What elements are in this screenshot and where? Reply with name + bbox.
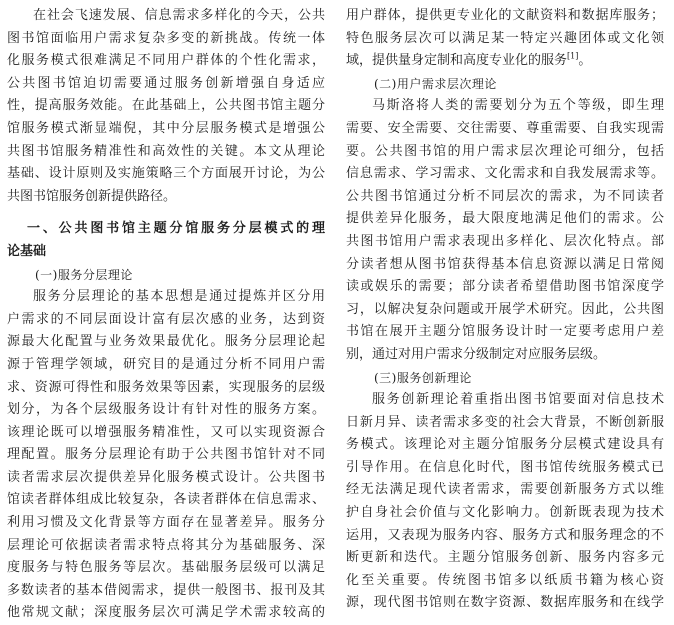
line-text: 论基础 bbox=[7, 243, 47, 259]
line-text: 图书馆面临用户需求复杂多变的新挑战。传统一体 bbox=[7, 30, 325, 46]
line-text: 引导作用。在信息化时代，图书馆传统服务模式已 bbox=[346, 459, 664, 475]
line-text: 读或娱乐的需要；部分读者希望借助图书馆深度学 bbox=[346, 279, 664, 295]
text-line bbox=[346, 118, 664, 141]
text-line bbox=[346, 570, 664, 593]
text-line bbox=[346, 276, 664, 299]
line-text: 公共图书馆迫切需要通过服务创新增强自身适应 bbox=[7, 75, 325, 91]
text-line bbox=[346, 592, 664, 615]
text-line bbox=[7, 309, 325, 332]
line-text: 要。公共图书馆的用户需求层次理论可细分，包括 bbox=[346, 143, 664, 159]
line-text: 求、资源可得性和服务效果等因素，实现服务的层级 bbox=[7, 379, 325, 395]
text-line bbox=[346, 457, 664, 480]
text-line bbox=[346, 502, 664, 525]
text-line bbox=[346, 28, 664, 51]
line-text: 多数读者的基本借阅需求，提供一般图书、报刊及其 bbox=[7, 582, 325, 598]
text-line bbox=[346, 186, 664, 209]
text-line bbox=[346, 5, 664, 28]
line-text: (一)服务分层理论 bbox=[35, 267, 133, 282]
line-text: 经无法满足现代读者需求，需要创新服务方式以维 bbox=[346, 482, 664, 498]
text-line bbox=[7, 399, 325, 422]
line-text: 用户群体，提供更专业化的文献资料和数据库服务； bbox=[346, 8, 664, 23]
line-text: 源最大化配置与业务效果最优化。服务分层理论起 bbox=[7, 334, 325, 350]
text-line bbox=[7, 557, 325, 580]
line-text: 利用习惯及文化背景等方面存在显著差异。服务分 bbox=[7, 515, 325, 531]
text-line bbox=[7, 489, 325, 512]
line-text: 运用，又表现为服务内容、服务方式和服务理念的不 bbox=[346, 527, 664, 543]
line-text: 共图书馆服务精准性和高效性的关键。本文从理论 bbox=[7, 143, 325, 159]
text-line bbox=[346, 50, 664, 73]
spacer bbox=[7, 208, 325, 218]
line-text: 划分，为各个层级服务设计有针对性的服务方案。 bbox=[7, 402, 325, 418]
line-text: 护自身社会价值与文化影响力。创新既表现为技术 bbox=[346, 505, 664, 521]
text-line bbox=[346, 547, 664, 570]
text-line bbox=[7, 377, 325, 400]
line-tail: 。 bbox=[578, 53, 592, 69]
line-text: 别，通过对用户需求分级制定对应服务层级。 bbox=[346, 346, 607, 362]
text-line bbox=[346, 141, 664, 164]
line-text: 日新月异、读者需求多变的社会大背景，不断创新服 bbox=[346, 414, 664, 430]
text-line bbox=[7, 118, 325, 141]
text-line bbox=[346, 254, 664, 277]
line-text: 度服务与特色服务等层次。基础服务层级可以满足 bbox=[7, 560, 325, 576]
line-text: 服务分层理论的基本思想是通过提炼并区分用 bbox=[33, 289, 325, 305]
text-line bbox=[7, 354, 325, 377]
line-text: 馆读者群体组成比较复杂，各读者群体在信息需求、 bbox=[7, 492, 325, 508]
subsection-heading bbox=[346, 367, 664, 390]
text-line bbox=[346, 163, 664, 186]
line-text: 化服务模式很难满足不同用户群体的个性化需求， bbox=[7, 53, 325, 69]
text-line bbox=[346, 299, 664, 322]
text-line bbox=[346, 208, 664, 231]
line-text: 分读者想从图书馆获得基本信息资源以满足日常阅 bbox=[346, 256, 664, 272]
line-text: 服务创新理论着重指出图书馆要面对信息技术 bbox=[372, 392, 664, 408]
text-line bbox=[7, 444, 325, 467]
line-text: 公共图书馆通过分析不同层次的需求，为不同读者 bbox=[346, 188, 664, 204]
text-line bbox=[7, 286, 325, 309]
line-text: 域，提供量身定制和高度专业化的服务 bbox=[346, 53, 568, 69]
text-line bbox=[7, 331, 325, 354]
line-text: 共图书馆服务创新提供路径。 bbox=[7, 188, 177, 204]
right-column bbox=[346, 5, 664, 615]
line-text: (二)用户需求层次理论 bbox=[374, 76, 497, 91]
subsection-heading bbox=[7, 264, 325, 287]
line-text: 理配置。服务分层理论有助于公共图书馆针对不同 bbox=[7, 447, 325, 463]
line-text: 他常规文献；深度服务层次可满足学术需求较高的 bbox=[7, 605, 325, 621]
line-text: 馆服务模式渐显端倪，其中分层服务模式是增强公 bbox=[7, 120, 325, 136]
text-line bbox=[7, 50, 325, 73]
line-text: 户需求的不同层面设计富有层次感的业务，达到资 bbox=[7, 311, 325, 327]
subsection-heading bbox=[346, 73, 664, 96]
line-text: 断更新和迭代。主题分馆服务创新、服务内容多元 bbox=[346, 550, 664, 566]
text-line bbox=[346, 231, 664, 254]
line-text: 性，提高服务效能。在此基础上，公共图书馆主题分 bbox=[7, 98, 325, 114]
text-line bbox=[7, 512, 325, 535]
line-text: 需要、安全需要、交往需要、尊重需要、自我实现需 bbox=[346, 120, 664, 136]
text-line bbox=[7, 163, 325, 186]
line-text: 基础、设计原则及实施策略三个方面展开讨论，为公 bbox=[7, 166, 325, 182]
text-line bbox=[346, 434, 664, 457]
text-line bbox=[7, 28, 325, 51]
line-text: 信息需求、学习需求、文化需求和自我发展需求等。 bbox=[346, 166, 664, 182]
text-line bbox=[7, 5, 325, 28]
text-line bbox=[7, 73, 325, 96]
line-text: 一、公共图书馆主题分馆服务分层模式的理 bbox=[27, 221, 325, 237]
text-line bbox=[7, 535, 325, 558]
line-text: 共图书馆用户需求表现出多样化、层次化特点。部 bbox=[346, 233, 664, 249]
line-text: 该理论既可以增强服务精准性，又可以实现资源合 bbox=[7, 424, 325, 440]
line-text: 提供差异化服务，最大限度地满足他们的需求。公 bbox=[346, 211, 664, 227]
line-text: 层理论可依据读者需求特点将其分为基础服务、深 bbox=[7, 537, 325, 553]
text-line bbox=[346, 344, 664, 367]
line-text: 化至关重要。传统图书馆多以纸质书籍为核心资 bbox=[346, 572, 664, 588]
text-line bbox=[346, 525, 664, 548]
citation-ref[interactable]: [1] bbox=[567, 51, 579, 61]
left-column bbox=[7, 5, 325, 625]
text-line bbox=[7, 422, 325, 445]
line-text: 书馆在展开主题分馆服务设计时一定要考虑用户差 bbox=[346, 324, 664, 340]
text-line bbox=[7, 602, 325, 625]
text-line bbox=[7, 467, 325, 490]
text-line bbox=[7, 580, 325, 603]
line-text: 马斯洛将人类的需要划分为五个等级，即生理 bbox=[372, 98, 664, 114]
section-heading-line bbox=[7, 241, 325, 264]
line-text: 在社会飞速发展、信息需求多样化的今天，公共 bbox=[33, 8, 325, 23]
line-text: 务模式。该理论对主题分馆服务分层模式建设具有 bbox=[346, 437, 664, 453]
text-line bbox=[7, 141, 325, 164]
text-line bbox=[7, 186, 325, 209]
line-text: 习，以解决复杂问题或开展学术研究。因此，公共图 bbox=[346, 301, 664, 317]
text-line bbox=[346, 321, 664, 344]
text-line bbox=[346, 479, 664, 502]
text-line bbox=[346, 95, 664, 118]
line-text: (三)服务创新理论 bbox=[374, 370, 472, 385]
text-line bbox=[7, 95, 325, 118]
line-text: 源，现代图书馆则在数字资源、数据库服务和在线学 bbox=[346, 595, 664, 611]
section-heading-line bbox=[7, 218, 325, 241]
line-text: 读者需求层次提供差异化服务模式设计。公共图书 bbox=[7, 469, 325, 485]
text-line bbox=[346, 389, 664, 412]
line-text: 特色服务层次可以满足某一特定兴趣团体或文化领 bbox=[346, 30, 664, 46]
line-text: 源于管理学领域，研究目的是通过分析不同用户需 bbox=[7, 356, 325, 372]
text-line bbox=[346, 412, 664, 435]
